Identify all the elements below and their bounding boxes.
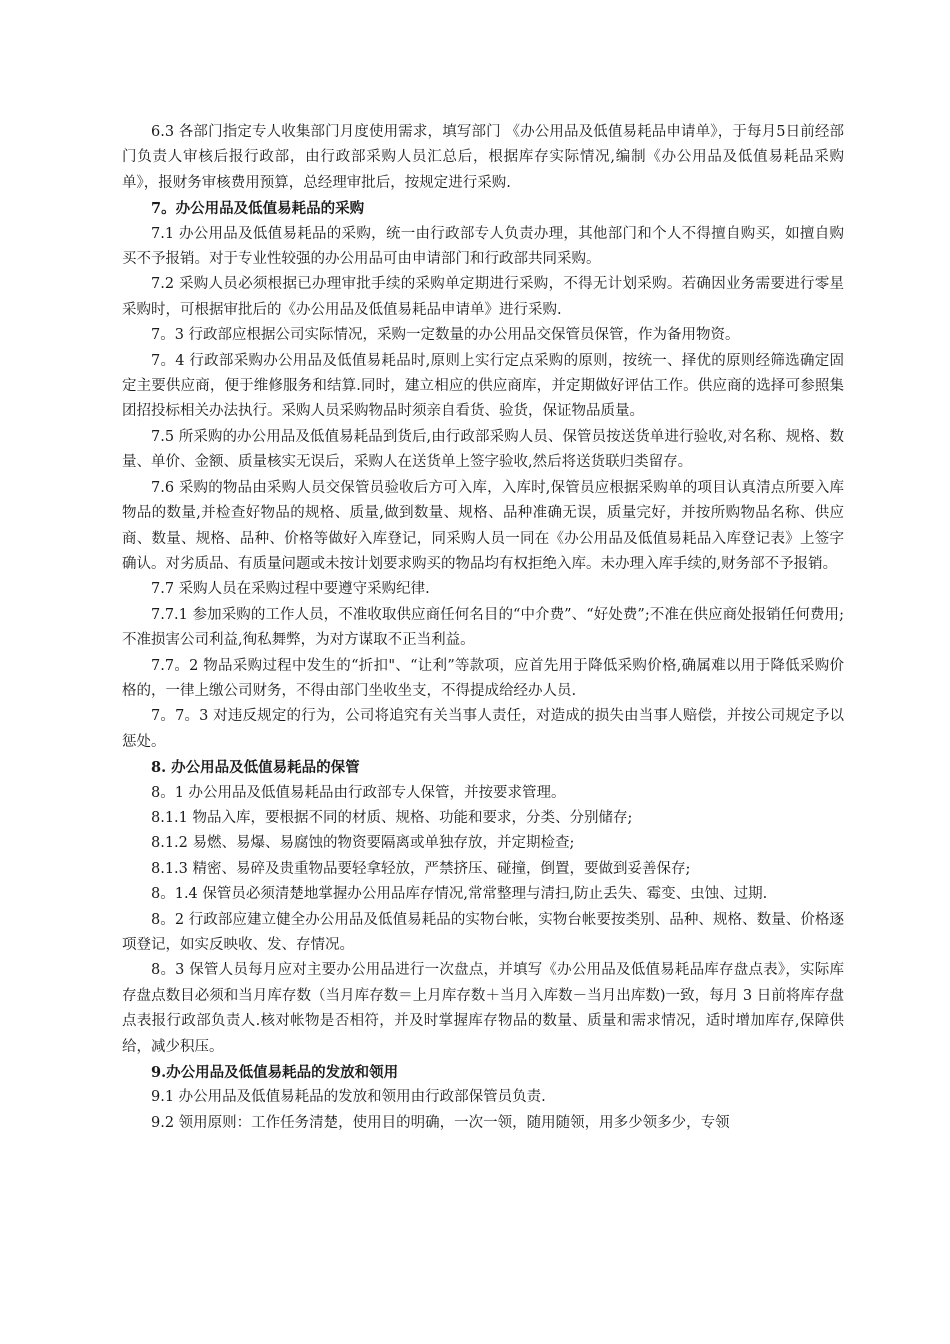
section-heading: 9.办公用品及低值易耗品的发放和领用	[151, 1064, 399, 1082]
paragraph: 8。2 行政部应建立健全办公用品及低值易耗品的实物台帐，实物台帐要按类别、品种、规格、数量、价格逐项登记，如实反映收、发、存情况。	[122, 911, 844, 953]
paragraph: 7。4 行政部采购办公用品及低值易耗品时,原则上实行定点采购的原则，按统一、择优的原则经筛选确定固定主要供应商，便于维修服务和结算.同时，建立相应的供应商库，并定期做好评估工作。供应商的选择可参照集团招投标相关办法执行。采购人员采购物品时须亲自看货、验货，保证物品质量。	[122, 352, 844, 420]
paragraph: 8.1.1 物品入库，要根据不同的材质、规格、功能和要求，分类、分别储存;	[151, 809, 633, 826]
paragraph: 9.2 领用原则：工作任务清楚，使用目的明确，一次一领，随用随领，用多少领多少，专领	[151, 1114, 730, 1131]
paragraph: 8.1.3 精密、易碎及贵重物品要轻拿轻放，严禁挤压、碰撞，倒置，要做到妥善保存;	[151, 860, 691, 877]
paragraph: 6.3 各部门指定专人收集部门月度使用需求，填写部门 《办公用品及低值易耗品申请单》，于每月5日前经部门负责人审核后报行政部，由行政部采购人员汇总后，根据库存实际情况,编制《办公用品及低值易耗品采购单》，报财务审核费用预算，总经理审批后，按规定进行采购.	[122, 124, 844, 191]
paragraph: 7.5 所采购的办公用品及低值易耗品到货后,由行政部采购人员、保管员按送货单进行验收,对名称、规格、数量、单价、金额、质量核实无误后，采购人在送货单上签字验收,然后将送货联归类留存。	[122, 428, 844, 471]
section-heading: 7。办公用品及低值易耗品的采购	[151, 200, 365, 218]
document-page	[122, 120, 844, 1136]
paragraph: 7.7.1 参加采购的工作人员，不准收取供应商任何名目的“中介费”、“好处费”;不准在供应商处报销任何费用;不准损害公司利益,徇私舞弊，为对方谋取不正当利益。	[122, 606, 844, 649]
paragraph: 8。3 保管人员每月应对主要办公用品进行一次盘点，并填写《办公用品及低值易耗品库存盘点表》，实际库存盘点数目必须和当月库存数（当月库存数＝上月库存数＋当月入库数－当月出库数)一致，每月 3 日前将库存盘点表报行政部负责人.核对帐物是否相符，并及时掌握库存物品的数量、质量和需求情况，适时增加库存,保障供给，减少积压。	[122, 962, 844, 1055]
paragraph: 9.1 办公用品及低值易耗品的发放和领用由行政部保管员负责.	[151, 1089, 546, 1106]
paragraph: 7.2 采购人员必须根据已办理审批手续的采购单定期进行采购，不得无计划采购。若确因业务需要进行零星采购时，可根据审批后的《办公用品及低值易耗品申请单》进行采购.	[122, 276, 844, 318]
paragraph: 7.7 采购人员在采购过程中要遵守采购纪律.	[151, 581, 430, 598]
paragraph: 7.1 办公用品及低值易耗品的采购，统一由行政部专人负责办理，其他部门和个人不得擅自购买，如擅自购买不予报销。对于专业性较强的办公用品可由申请部门和行政部共同采购。	[122, 225, 844, 268]
section-heading: 8. 办公用品及低值易耗品的保管	[151, 759, 360, 777]
paragraph: 7.7。2 物品采购过程中发生的“折扣"、“让利”等款项，应首先用于降低采购价格,确属难以用于降低采购价格的，一律上缴公司财务，不得由部门坐收坐支，不得提成给经办人员.	[122, 657, 844, 699]
paragraph: 7。3 行政部应根据公司实际情况，采购一定数量的办公用品交保管员保管，作为备用物资。	[151, 327, 740, 344]
paragraph: 7。7。3 对违反规定的行为，公司将追究有关当事人责任，对造成的损失由当事人赔偿，并按公司规定予以惩处。	[122, 708, 844, 750]
paragraph: 8.1.2 易燃、易爆、易腐蚀的物资要隔离或单独存放，并定期检查;	[151, 835, 575, 852]
paragraph: 8。1.4 保管员必须清楚地掌握办公用品库存情况,常常整理与清扫,防止丢失、霉变、虫蚀、过期.	[151, 886, 768, 903]
paragraph: 7.6 采购的物品由采购人员交保管员验收后方可入库，入库时,保管员应根据采购单的项目认真清点所要入库物品的数量,并检查好物品的规格、质量,做到数量、规格、品种准确无误，质量完好，并按所购物品名称、供应商、数量、规格、品种、价格等做好入库登记，同采购人员一同在《办公用品及低值易耗品入库登记表》上签字确认。对劣质品、有质量问题或未按计划要求购买的物品均有权拒绝入库。未办理入库手续的,财务部不予报销。	[122, 479, 844, 572]
paragraph: 8。1 办公用品及低值易耗品由行政部专人保管，并按要求管理。	[151, 784, 566, 801]
